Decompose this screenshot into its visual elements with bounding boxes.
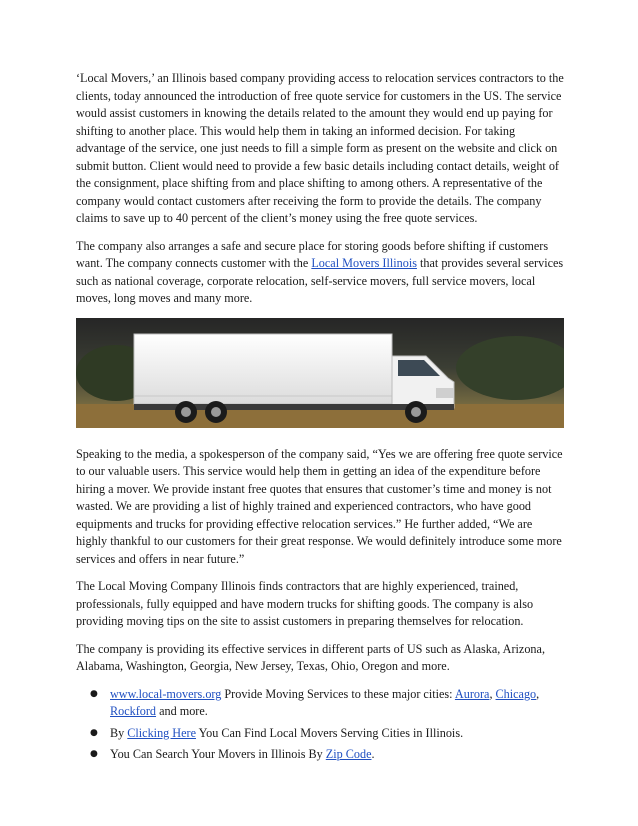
bullet-dot-icon: ● <box>90 727 98 738</box>
list-item-text: , <box>489 686 496 701</box>
moving-truck-photo <box>76 318 564 428</box>
chicago-link[interactable]: Chicago <box>495 686 537 701</box>
paragraph-locations: The company is providing its effective services in different parts of US such as Alaska, Arizona, Alabama, Washington, Georgia, New Jersey, Texas, Ohio, Oregon and more. <box>76 641 545 673</box>
paragraph-spokesperson: Speaking to the media, a spokesperson of the company said, “Yes we are offering free quote service to our valuable users. This service would help them in getting an idea of the expenditure before hiring a mover. We provide instant free quotes that ensures that customer’s time and money is not wasted. We are providing a list of highly trained and experienced contractors, who have good equipments and trucks for providing effective relocation services.” He further added, “We are highly thankful to our customers for their great response. We would definitely introduce some more services and offers in near future.” <box>76 446 563 566</box>
bullet-dot-icon: ● <box>90 688 98 699</box>
list-item-text: and more. <box>156 704 208 718</box>
aurora-link[interactable]: Aurora <box>454 686 490 701</box>
truck-illustration <box>76 318 564 428</box>
paragraph-storage <box>76 238 564 308</box>
list-item-text: Provide Moving Services to these major cities: <box>221 686 455 701</box>
document-page <box>76 70 564 768</box>
list-item-text: You Can Find Local Movers Serving Cities in Illinois. <box>196 725 464 740</box>
paragraph-contractors: The Local Moving Company Illinois finds contractors that are highly experienced, trained, professionals, fully equipped and have modern trucks for shifting goods. The company is also providing moving tips on the site to assist customers in preparing themselves for relocation. <box>76 579 534 628</box>
links-list <box>76 686 564 764</box>
list-item <box>90 746 564 764</box>
list-item-text: , <box>536 686 540 701</box>
list-item-text: . <box>371 747 375 761</box>
paragraph-text: that provides several services such as national coverage, corporate relocation, self-service movers, full service movers, local moves, long moves and many more. <box>76 256 564 305</box>
clicking-here-link[interactable]: Clicking Here <box>127 725 196 740</box>
local-movers-illinois-link[interactable]: Local Movers Illinois <box>311 256 417 270</box>
paragraph-text: The company also arranges a safe and secure place for storing goods before shifting if customers want. The company connects customer with the <box>76 238 549 270</box>
list-item-text: You Can Search Your Movers in Illinois By <box>110 747 326 761</box>
local-movers-org-link[interactable]: www.local-movers.org <box>110 686 222 701</box>
rockford-link[interactable]: Rockford <box>110 704 157 718</box>
list-item <box>90 725 564 743</box>
list-item-text: By <box>110 725 128 740</box>
list-item <box>90 686 564 721</box>
paragraph-intro: ‘Local Movers,’ an Illinois based company providing access to relocation services contractors to the clients, today announced the introduction of free quote service for customers in the US. The service would assist customers in knowing the details related to the amount they would end up paying for shifting to another place. This would help them in taking an informed decision. For taking advantage of the service, one just needs to fill a simple form as present on the website and click on submit button. Client would need to provide a few basic details including contact details, weight of the consignment, place shifting from and place shifting to among others. A representative of the company would contact customers after receiving the form to provide the details. The company claims to save up to 40 percent of the client’s money using the free quote services. <box>76 71 564 225</box>
zip-code-link[interactable]: Zip Code <box>325 747 372 761</box>
bullet-dot-icon: ● <box>90 749 98 759</box>
